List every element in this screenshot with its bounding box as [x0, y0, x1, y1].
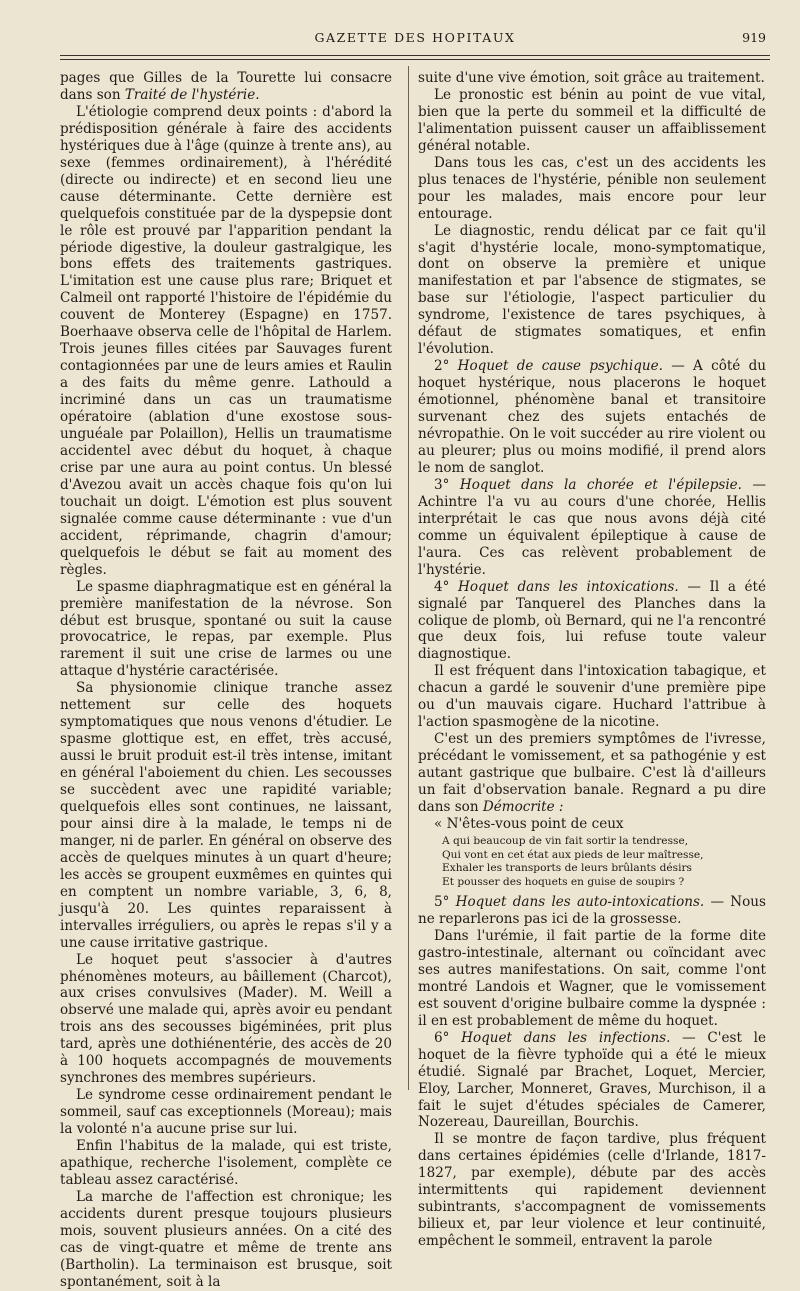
verse-quote: [442, 835, 766, 890]
right-column: [418, 70, 766, 1250]
running-title: GAZETTE DES HOPITAUX: [314, 30, 516, 45]
paragraph: L'étiologie comprend deux points : d'abord la prédisposition générale à faire des accidents hystériques due à l'âge (quinze à trente ans), au sexe (femmes ordinairement), à l'hérédité (directe ou indirecte) et en second lieu une cause déterminante. Cette dernière est quelquefois constituée par de la dyspepsie dont le rôle est prouvé par l'apparition pendant la période digestive, la douleur gastralgique, les bons effets des traitements gastriques. L'imitation est une cause plus rare; Briquet et Calmeil ont rapporté l'histoire de l'épidémie du couvent de Monterey (Espagne) en 1757. Boerhaave observa celle de l'hôpital de Harlem. Trois jeunes filles citées par Sauvages furent contagionnées par une de leurs amies et Raulin a des faits du même genre. Lathould a incriminé dans un cas un traumatisme opératoire (ablation d'une exostose sous-unguéale par Polaillon), Hellis un traumatisme accidentel avec début du hoquet, à chaque crise par une aura au point contus. Un blessé d'Avezou avait un accès chaque fois qu'on lui touchait un doigt. L'émotion est plus souvent signalée comme cause déterminante : vue d'un accident, réprimande, chagrin d'amour; quelquefois le début se fait au moment des règles.: [60, 103, 392, 578]
paragraph: Il se montre de façon tardive, plus fréquent dans certaines épidémies (celle d'Irlande, 1817-1827, par exemple), débute par des accès intermittents qui rapidement deviennent subintrants, s'accompagnent de vomissements bilieux et, par leur violence et leur continuité, empêchent le sommeil, entravent la parole: [418, 1131, 766, 1250]
page-number: 919: [742, 30, 766, 45]
paragraph: C'est un des premiers symptômes de l'ivresse, précédant le vomissement, et sa pathogénie y est autant gastrique que bulbaire. C'est là d'ailleurs un fait d'observation banale. Regnard a pu dire dans son Démocrite :: [418, 731, 766, 815]
paragraph: Le spasme diaphragmatique est en général la première manifestation de la névrose. Son début est brusque, spontané ou suit la cause provocatrice, le repas, par exemple. Plus rarement il suit une crise de larmes ou une attaque d'hystérie caractérisée.: [60, 578, 392, 680]
page-header: [60, 30, 770, 52]
work-title: Démocrite :: [482, 798, 564, 815]
paragraph: La marche de l'affection est chronique; les accidents durent presque toujours plusieurs mois, souvent plusieurs années. On a cité des cas de vingt-quatre et même de trente ans (Bartholin). La terminaison est brusque, soit spontanément, soit à la: [60, 1188, 392, 1290]
section-title: Hoquet dans les auto-intoxications.: [455, 894, 705, 911]
paragraph: Le hoquet peut s'associer à d'autres phénomènes moteurs, au bâillement (Charcot), aux crises convulsives (Mader). M. Weill a observé une malade qui, après avoir eu pendant trois ans des secousses bigéminées, prit plus tard, après une dothiénentérie, des accès de 20 à 100 hoquets accompagnés de mouvements synchrones des membres supérieurs.: [60, 951, 392, 1087]
header-rule-thick: [60, 59, 770, 60]
section-paragraph: 2° Hoquet de cause psychique. — A côté du hoquet hystérique, nous placerons le hoquet émotionnel, phénomène banal et transitoire survenant chez des sujets entachés de névropathie. On le voit succéder au rire violent ou au pleurer; plus ou moins modifié, il prend alors le nom de sanglot.: [418, 358, 766, 476]
paragraph: suite d'une vive émotion, soit grâce au traitement.: [418, 70, 765, 86]
paragraph: Dans l'urémie, il fait partie de la forme dite gastro-intestinale, alternant ou coïncidant avec ses autres manifestations. On sait, comme l'ont montré Landois et Wagner, que le vomissement est souvent d'origine bulbaire comme la dyspnée : il en est probablement de même du hoquet.: [418, 927, 766, 1029]
section-number: 5°: [434, 894, 450, 911]
paragraph: Dans tous les cas, c'est un des accidents les plus tenaces de l'hystérie, pénible non seulement pour les malades, mais encore pour leur entourage.: [418, 154, 766, 222]
paragraph: pages que Gilles de la Tourette lui consacre dans son Traité de l'hystérie.: [60, 70, 392, 103]
paragraph: Il est fréquent dans l'intoxication tabagique, et chacun a gardé le souvenir d'une première pipe ou d'un mauvais cigare. Huchard l'attribue à l'action spasmogène de la nicotine.: [418, 663, 766, 731]
column-divider: [408, 66, 409, 1090]
verse-line: Qui vont en cet état aux pieds de leur maîtresse,: [442, 848, 704, 861]
quote-intro: « N'êtes-vous point de ceux: [434, 815, 624, 832]
section-number: 4°: [434, 578, 450, 595]
section-number: 3°: [434, 476, 450, 493]
section-title: Hoquet dans la chorée et l'épilepsie.: [459, 476, 742, 493]
section-paragraph: 6° Hoquet dans les infections. — C'est le hoquet de la fièvre typhoïde qui a été le mieux étudié. Signalé par Brachet, Loquet, Mercier, Eloy, Larcher, Monneret, Graves, Murchison, il a fait le sujet d'études spéciales de Camerer, Nozereau, Daureillan, Bourchis.: [418, 1029, 766, 1131]
section-number: 6°: [434, 1029, 450, 1046]
section-paragraph: 3° Hoquet dans la chorée et l'épilepsie. — Achintre l'a vu au cours d'une chorée, Hellis interprétait le cas que nous avons déjà cité comme un équivalent épileptique à cause de l'aura. Ces cas relèvent probablement de l'hystérie.: [418, 476, 766, 578]
verse-line: Et pousser des hoquets en guise de soupirs ?: [442, 876, 685, 889]
left-column: [60, 70, 392, 1291]
paragraph: Le pronostic est bénin au point de vue vital, bien que la perte du sommeil et la difficulté de l'alimentation puissent causer un affaiblissement général notable.: [418, 86, 766, 154]
section-title: Hoquet de cause psychique.: [457, 358, 663, 375]
paragraph: Le diagnostic, rendu délicat par ce fait qu'il s'agit d'hystérie locale, mono-symptomatique, dont on observe la première et unique manifestation et par l'absence de stigmates, se base sur l'étiologie, l'aspect particulier du syndrome, l'existence de tares psychiques, à défaut de stigmates somatiques, et enfin l'évolution.: [418, 222, 766, 358]
section-title: Hoquet dans les intoxications.: [458, 578, 679, 595]
paragraph: Le syndrome cesse ordinairement pendant le sommeil, sauf cas exceptionnels (Moreau); mais la volonté n'a aucune prise sur lui.: [60, 1087, 392, 1138]
verse-line: A qui beaucoup de vin fait sortir la tendresse,: [442, 834, 689, 847]
paragraph: Sa physionomie clinique tranche assez nettement sur celle des hoquets symptomatiques que nous venons d'étudier. Le spasme glottique est, en effet, très accusé, aussi le bruit produit est-il très intense, imitant en général l'aboiement du chien. Les secousses se succèdent avec une rapidité variable; quelquefois elles sont continues, ne laissant, pour ainsi dire à la malade, le temps ni de manger, ni de parler. En général on observe des accès de quelques minutes à un quart d'heure; les accès se groupent euxmêmes en quintes qui en comptent un nombre variable, 3, 6, 8, jusqu'à 20. Les quintes reparaissent à intervalles irréguliers, ou après le repas s'il y a une cause irritative gastrique.: [60, 680, 392, 951]
section-title: Hoquet dans les infections.: [461, 1029, 671, 1046]
book-title: Traité de l'hystérie.: [124, 86, 260, 103]
section-paragraph: 5° Hoquet dans les auto-intoxications. — Nous ne reparlerons pas ici de la grossesse.: [418, 894, 766, 928]
section-number: 2°: [434, 358, 450, 375]
verse-line: Exhaler les transports de leurs brûlants désirs: [442, 862, 692, 875]
paragraph: Enfin l'habitus de la malade, qui est triste, apathique, recherche l'isolement, complète ce tableau assez caractérisé.: [60, 1138, 392, 1188]
header-rule-thin: [60, 55, 770, 56]
section-paragraph: 4° Hoquet dans les intoxications. — Il a été signalé par Tanquerel des Planches dans la colique de plomb, où Bernard, qui ne l'a rencontré que deux fois, lui refuse toute valeur diagnostique.: [418, 578, 767, 663]
